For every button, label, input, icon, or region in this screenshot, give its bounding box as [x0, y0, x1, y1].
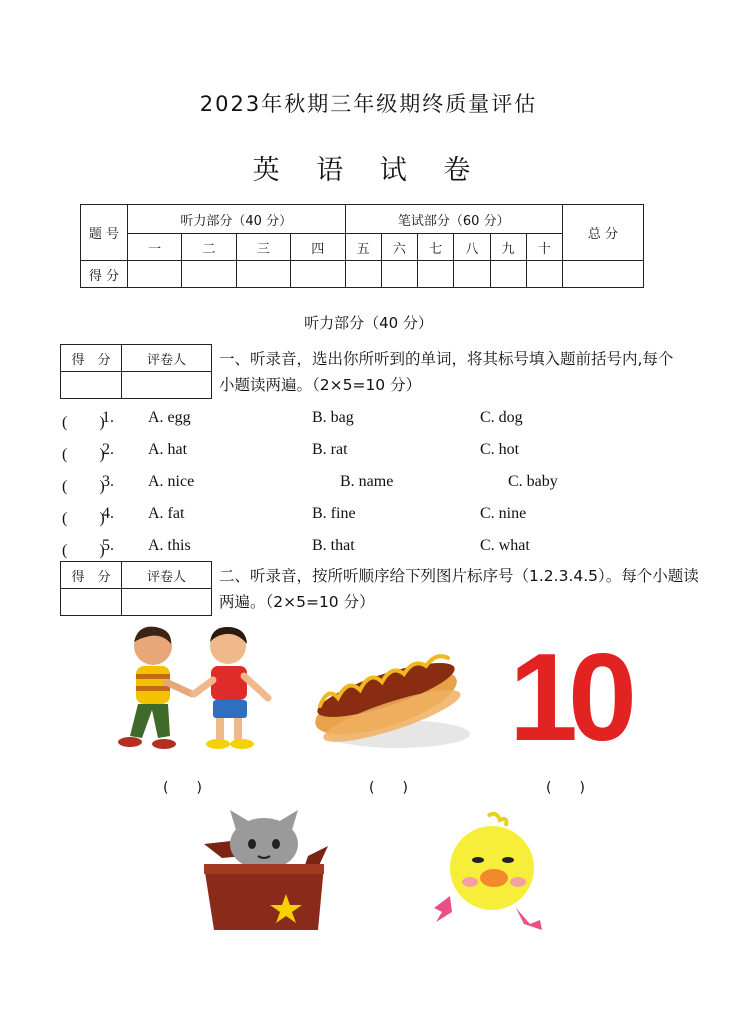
col-7: 七 — [418, 234, 454, 261]
picture-answer-paren[interactable]: ( ) — [163, 780, 202, 796]
picture-answer-paren[interactable]: ( ) — [546, 780, 585, 796]
grader-score-label: 得 分 — [61, 562, 122, 589]
option-a: A. hat — [148, 441, 188, 458]
col-2: 二 — [182, 234, 236, 261]
part1-instruction: 一、听录音，选出你所听到的单词，将其标号填入题前括号内,每个小题读两遍。（2×5=10 分） — [219, 350, 674, 394]
grader-marker-cell[interactable] — [122, 589, 212, 616]
hot-dog-image — [306, 632, 472, 754]
answer-paren[interactable]: ( ) — [62, 510, 105, 527]
col-8: 八 — [454, 234, 490, 261]
score-cell[interactable] — [182, 261, 236, 288]
grader-marker-label: 评卷人 — [122, 562, 212, 589]
grader-box-2 — [60, 561, 212, 616]
col-3: 三 — [236, 234, 290, 261]
option-a: A. fat — [148, 505, 185, 522]
writing-header: 笔试部分（60 分） — [345, 205, 563, 234]
grader-box-1 — [60, 344, 212, 399]
col-6: 六 — [381, 234, 417, 261]
exam-title: 2023年秋期三年级期终质量评估 — [199, 92, 538, 116]
option-a: A. nice — [148, 473, 195, 490]
score-cell[interactable] — [236, 261, 290, 288]
option-b: B. name — [340, 473, 394, 490]
col-5: 五 — [345, 234, 381, 261]
answer-paren[interactable]: ( ) — [62, 446, 105, 463]
subject-title: 英 语 试 卷 — [252, 155, 485, 186]
chick-image — [430, 812, 548, 934]
score-cell[interactable] — [563, 261, 644, 288]
number-ten-text: 10 — [509, 642, 627, 746]
boys-handshake-image — [108, 624, 283, 756]
col-9: 九 — [490, 234, 526, 261]
question-number: 3. — [102, 473, 114, 490]
score-cell[interactable] — [381, 261, 417, 288]
listening-header: 听力部分（40 分） — [128, 205, 346, 234]
score-cell[interactable] — [526, 261, 562, 288]
grader-marker-label: 评卷人 — [122, 345, 212, 372]
grader-marker-cell[interactable] — [122, 372, 212, 399]
score-label: 得 分 — [81, 261, 128, 288]
item-label: 题 号 — [81, 205, 128, 261]
score-cell[interactable] — [128, 261, 182, 288]
cat-in-box-image — [200, 808, 332, 934]
option-c: C. baby — [508, 473, 558, 490]
score-cell[interactable] — [454, 261, 490, 288]
question-number: 2. — [102, 441, 114, 458]
answer-paren[interactable]: ( ) — [62, 478, 105, 495]
option-b: B. rat — [312, 441, 348, 458]
col-4: 四 — [291, 234, 345, 261]
option-c: C. what — [480, 537, 530, 554]
part2-instruction: 二、听录音，按所听顺序给下列图片标序号（1.2.3.4.5）。每个小题读两遍。（2×5=10 分） — [219, 567, 699, 611]
answer-paren[interactable]: ( ) — [62, 414, 105, 431]
listening-section-title: 听力部分（40 分） — [304, 314, 433, 332]
option-a: A. this — [148, 537, 191, 554]
grader-score-cell[interactable] — [61, 589, 122, 616]
option-c: C. nine — [480, 505, 527, 522]
score-cell[interactable] — [345, 261, 381, 288]
option-c: C. hot — [480, 441, 520, 458]
question-number: 4. — [102, 505, 114, 522]
option-a: A. egg — [148, 409, 191, 426]
grader-score-label: 得 分 — [61, 345, 122, 372]
number-ten-image — [506, 642, 636, 746]
score-table — [80, 204, 644, 288]
option-b: B. bag — [312, 409, 354, 426]
col-10: 十 — [526, 234, 562, 261]
col-1: 一 — [128, 234, 182, 261]
question-number: 5. — [102, 537, 114, 554]
question-number: 1. — [102, 409, 114, 426]
option-c: C. dog — [480, 409, 523, 426]
answer-paren[interactable]: ( ) — [62, 542, 105, 559]
option-b: B. that — [312, 537, 355, 554]
grader-score-cell[interactable] — [61, 372, 122, 399]
score-cell[interactable] — [291, 261, 345, 288]
score-cell[interactable] — [490, 261, 526, 288]
option-b: B. fine — [312, 505, 356, 522]
score-cell[interactable] — [418, 261, 454, 288]
total-label: 总 分 — [563, 205, 644, 261]
picture-answer-paren[interactable]: ( ) — [369, 780, 408, 796]
